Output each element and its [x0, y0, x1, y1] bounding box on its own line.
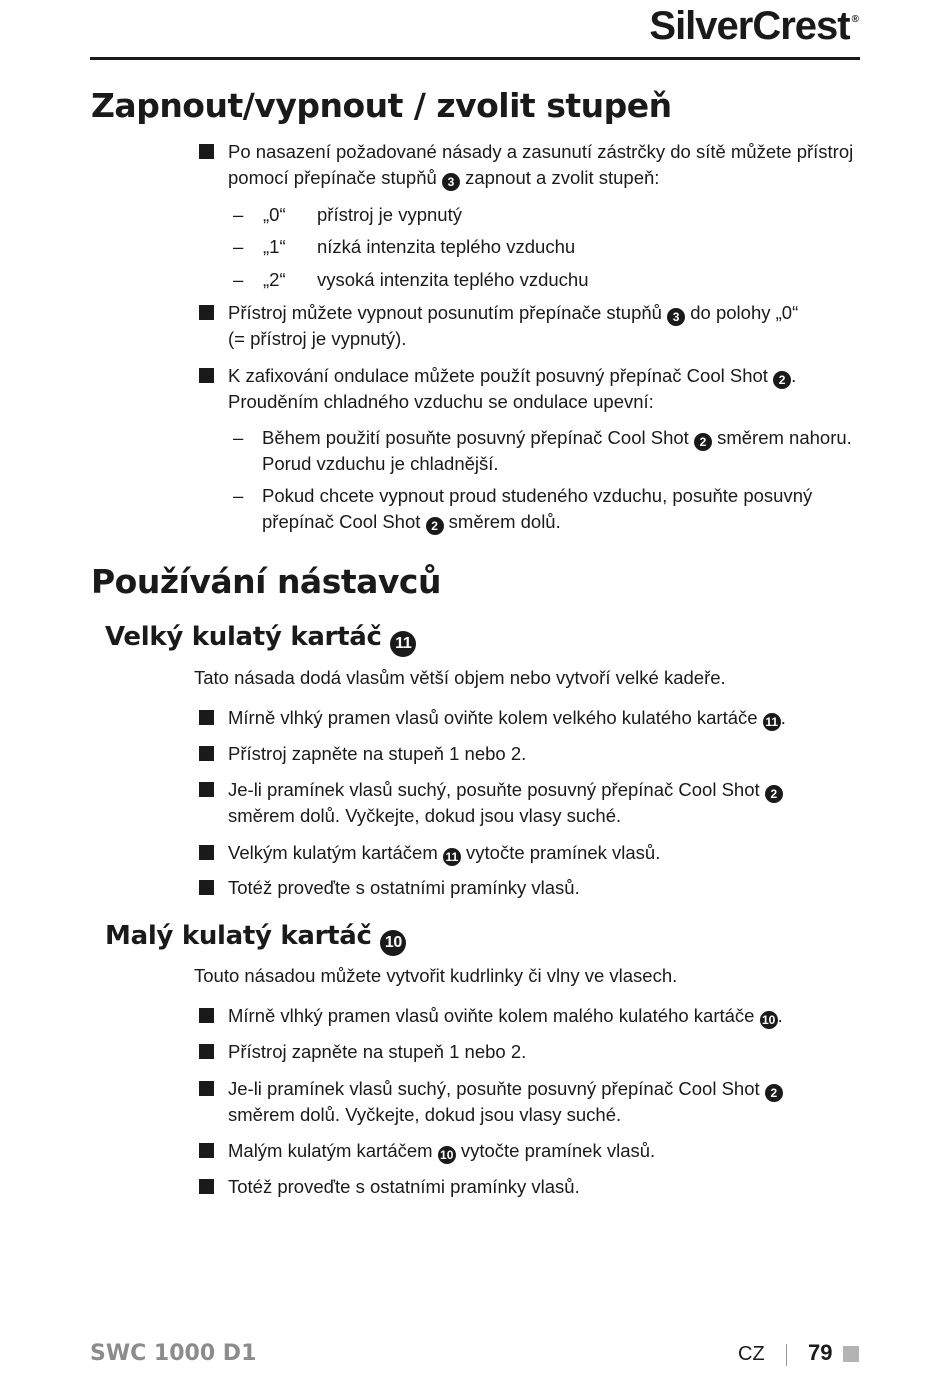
part-number-badge: 10 [380, 930, 406, 956]
section-title-attachments: Používání nástavců [91, 562, 441, 601]
bullet-square [199, 746, 214, 761]
bullet-square [199, 144, 214, 159]
bullet-square [199, 1179, 214, 1194]
level-desc: nízká intenzita teplého vzduchu [317, 236, 576, 257]
section-title-switch: Zapnout/vypnout / zvolit stupeň [91, 86, 672, 125]
part-number-badge: 3 [442, 173, 460, 191]
part-number-badge: 11 [443, 848, 461, 866]
subsection-title-small-brush: Malý kulatý kartáč 10 [105, 921, 406, 956]
level-code: „1“ [263, 236, 286, 257]
subsection-title-large-brush: Velký kulatý kartáč 11 [105, 622, 416, 657]
bullet-square [199, 368, 214, 383]
bullet-square [199, 1008, 214, 1023]
level-code: „0“ [263, 204, 286, 225]
part-number-badge: 11 [763, 713, 781, 731]
page-number: 79 [808, 1340, 833, 1365]
part-number-badge: 2 [426, 517, 444, 535]
bullet-square [199, 1081, 214, 1096]
level-desc: přístroj je vypnutý [317, 204, 462, 225]
footer-model: SWC 1000 D1 [90, 1341, 257, 1366]
bullet-square [199, 845, 214, 860]
intro-small-brush: Touto násadou můžete vytvořit kudrlinky či vlny ve vlasech. [194, 965, 678, 986]
bullet-square [199, 1044, 214, 1059]
footer-language: CZ [738, 1343, 765, 1365]
intro-large-brush: Tato násada dodá vlasům větší objem nebo vytvoří velké kadeře. [194, 667, 726, 688]
bullet-square [199, 880, 214, 895]
bullet-square [199, 710, 214, 725]
registered-mark: ® [851, 14, 858, 25]
brand-logo [649, 4, 858, 49]
part-number-badge: 10 [760, 1011, 778, 1029]
bullet-square [199, 782, 214, 797]
part-number-badge: 10 [438, 1146, 456, 1164]
part-number-badge: 2 [694, 433, 712, 451]
part-number-badge: 11 [390, 631, 416, 657]
part-number-badge: 2 [765, 785, 783, 803]
bullet-square [199, 1143, 214, 1158]
part-number-badge: 2 [773, 371, 791, 389]
level-code: „2“ [263, 269, 286, 290]
footer-divider [786, 1344, 787, 1366]
bullet-square [199, 305, 214, 320]
level-desc: vysoká intenzita teplého vzduchu [317, 269, 589, 290]
part-number-badge: 3 [667, 308, 685, 326]
part-number-badge: 2 [765, 1084, 783, 1102]
header-rule [90, 57, 860, 60]
bullet-text: Po nasazení požadované násady a zasunutí zástrčky do sítě můžete přístroj [228, 141, 854, 162]
footer-square [843, 1346, 859, 1362]
brand-name: SilverCrest [649, 4, 850, 48]
